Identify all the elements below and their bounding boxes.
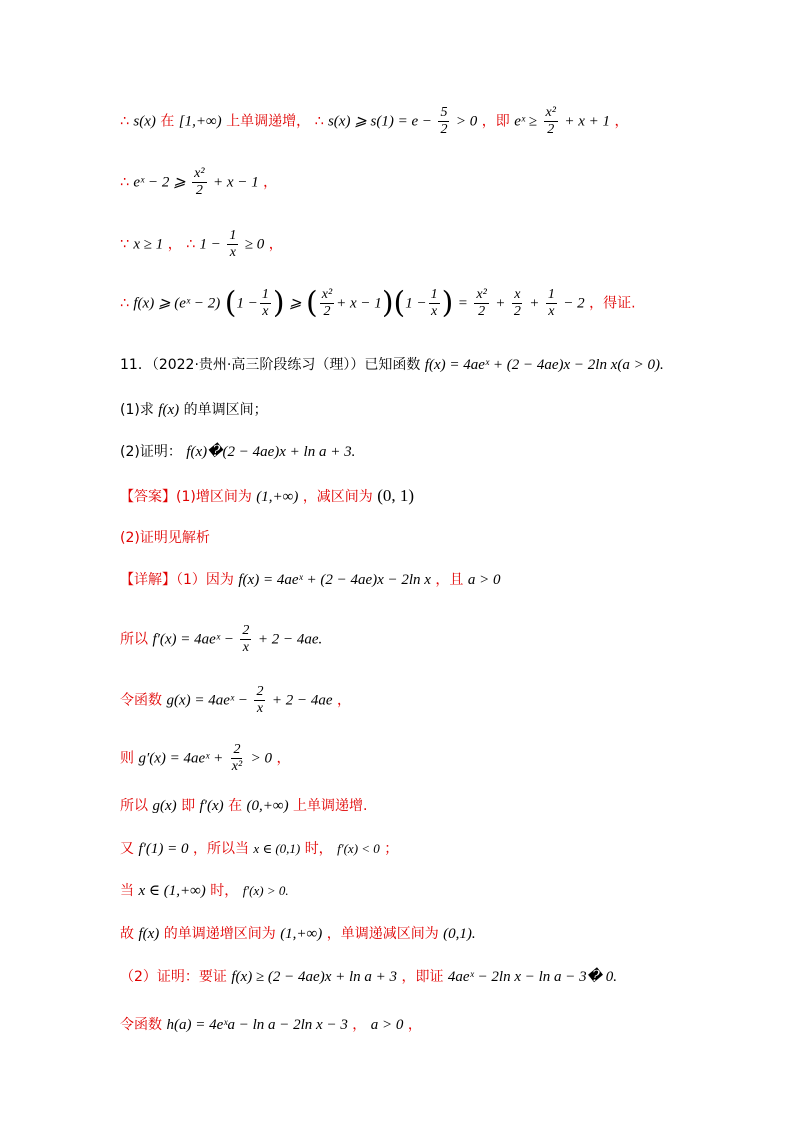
math: + x − 1 xyxy=(336,295,382,312)
math: f(x) = 4aeˣ + (2 − 4ae)x − 2ln x xyxy=(238,572,431,588)
solution-line xyxy=(120,684,351,717)
text: 即 xyxy=(181,798,196,814)
numerator: 5 xyxy=(440,105,448,120)
text: 时， xyxy=(210,883,239,899)
math: 1 − xyxy=(236,295,258,312)
denominator: x xyxy=(431,304,438,319)
text: ，即 xyxy=(481,113,510,130)
text: 所以 xyxy=(120,798,148,814)
text: ，所以当 xyxy=(192,841,249,857)
text: (2)证明见解析 xyxy=(120,530,210,546)
math: [1,+∞) xyxy=(178,113,222,130)
text: 在 xyxy=(228,798,243,814)
math: g′(x) = 4aeˣ + xyxy=(138,750,224,767)
math: (0,+∞) xyxy=(246,798,289,814)
numerator: x² xyxy=(194,166,205,181)
therefore-symbol: ∴ xyxy=(120,295,129,312)
math: f′(x) > 0. xyxy=(242,883,289,898)
text: （2）证明：要证 xyxy=(120,969,227,985)
answer-label: 【答案】(1)增区间为 xyxy=(120,489,252,505)
numerator: 1 xyxy=(547,287,555,302)
question-11 xyxy=(120,355,664,375)
fraction xyxy=(230,742,244,775)
math: f′(x) = 4aeˣ − xyxy=(152,631,234,648)
therefore-symbol: ∴ xyxy=(314,113,324,130)
math: x ∈ (1,+∞) xyxy=(138,883,206,899)
math: a > 0 xyxy=(370,1017,404,1033)
solution-start xyxy=(120,570,500,590)
solution-line xyxy=(120,881,289,901)
denominator: x xyxy=(548,304,555,319)
numerator: 1 xyxy=(229,228,237,243)
text: 的单调递增区间为 xyxy=(163,926,276,942)
denominator: x xyxy=(242,640,249,655)
math: f(x) ≥ (2 − 4ae)x + ln a + 3 xyxy=(231,969,398,985)
math: 1 − xyxy=(405,295,427,312)
numerator: 1 xyxy=(261,287,269,302)
math: > 0 xyxy=(250,750,272,767)
math: x ≥ 1 xyxy=(133,236,164,253)
solution-line xyxy=(120,796,368,816)
text: ，单调递减区间为 xyxy=(326,926,439,942)
math: + x − 1 xyxy=(213,174,259,191)
math: (0, 1) xyxy=(377,486,415,505)
question-part-1 xyxy=(120,400,268,420)
numerator: x² xyxy=(476,287,487,302)
question-part-2 xyxy=(120,442,355,462)
text: ， xyxy=(407,1017,422,1033)
math: f(x) ⩾ (eˣ − 2) xyxy=(133,295,221,312)
numerator: 2 xyxy=(256,684,264,699)
math: + xyxy=(529,295,540,312)
numerator: 1 xyxy=(430,287,438,302)
math: (1,+∞) xyxy=(280,926,323,942)
solution-label: 【详解】（1）因为 xyxy=(120,572,234,588)
solution-line xyxy=(120,623,322,656)
denominator: x xyxy=(256,701,264,716)
fraction xyxy=(438,105,449,138)
text: 令函数 xyxy=(120,1017,162,1033)
text: 上单调递增. xyxy=(293,798,368,814)
text: ， xyxy=(276,750,291,767)
math: eˣ ≥ xyxy=(514,113,538,130)
paren: ( xyxy=(393,285,406,321)
paren: ( xyxy=(224,285,237,321)
question-text: 11．（2022·贵州·高三阶段练习（理））已知函数 xyxy=(120,357,421,373)
text: ，得证. xyxy=(589,295,636,312)
denominator: 2 xyxy=(547,122,555,137)
math: = xyxy=(457,295,468,312)
numerator: 2 xyxy=(242,623,250,638)
denominator: x² xyxy=(231,759,243,774)
math: f(x) = 4aeˣ + (2 − 4ae)x − 2ln x(a > 0). xyxy=(424,357,664,373)
text: ，且 xyxy=(435,572,464,588)
math: f(x) xyxy=(158,402,180,418)
math: g(x) = 4aeˣ − xyxy=(166,692,248,709)
line-1 xyxy=(120,105,629,138)
math: ⩾ xyxy=(288,295,302,312)
solution-line xyxy=(120,839,398,859)
math: ≥ 0 xyxy=(244,236,265,253)
math: 4aeˣ − 2ln x − ln a − 3� 0. xyxy=(447,969,618,985)
math: + x + 1 xyxy=(564,113,611,130)
line-2 xyxy=(120,166,277,199)
math: s(x) ⩾ s(1) = e − xyxy=(327,113,433,130)
numerator: x xyxy=(514,287,521,302)
fraction xyxy=(429,287,440,320)
math: + 2 − 4ae xyxy=(271,692,333,709)
math: f′(1) = 0 xyxy=(138,841,189,857)
math: − 2 xyxy=(563,295,585,312)
paren: ) xyxy=(381,285,394,321)
text: ， xyxy=(268,236,283,253)
math: f′(x) xyxy=(199,798,224,814)
text: ， xyxy=(337,692,352,709)
text: ； xyxy=(384,841,399,857)
math: (0,1). xyxy=(443,926,476,942)
fraction xyxy=(320,287,334,320)
text: 令函数 xyxy=(120,692,162,709)
therefore-symbol: ∴ xyxy=(120,174,129,191)
math: f(x)�(2 − 4ae)x + ln a + 3. xyxy=(186,444,356,460)
paren: ) xyxy=(441,285,454,321)
math: a > 0 xyxy=(467,572,501,588)
paren: ) xyxy=(272,285,285,321)
text: 在 xyxy=(160,113,175,130)
text: 的单调区间； xyxy=(183,402,268,418)
denominator: 2 xyxy=(440,122,448,137)
line-3 xyxy=(120,228,283,261)
fraction xyxy=(474,287,488,320)
fraction xyxy=(544,105,558,138)
denominator: 2 xyxy=(478,304,486,319)
math: g(x) xyxy=(152,798,177,814)
fraction xyxy=(260,287,271,320)
text: 故 xyxy=(120,926,134,942)
math: > 0 xyxy=(455,113,478,130)
text: ， xyxy=(614,113,629,130)
text: ， xyxy=(167,236,182,253)
text: ，减区间为 xyxy=(302,489,373,505)
fraction xyxy=(192,166,206,199)
text: 所以 xyxy=(120,631,148,648)
proof-part-2 xyxy=(120,967,617,987)
math: f′(x) < 0 xyxy=(337,841,380,856)
answer-part-2 xyxy=(120,528,210,548)
text: 时， xyxy=(304,841,333,857)
solution-line xyxy=(120,924,476,944)
text: 则 xyxy=(120,750,134,767)
denominator: x xyxy=(262,304,269,319)
fraction xyxy=(240,623,251,656)
math: (1,+∞) xyxy=(256,489,299,505)
text: 上单调递增， xyxy=(226,113,311,130)
fraction xyxy=(227,228,238,261)
math: s(x) xyxy=(133,113,156,130)
math: 1 − xyxy=(199,236,221,253)
numerator: 2 xyxy=(233,742,241,757)
math: eˣ − 2 ⩾ xyxy=(133,174,186,191)
solution-line xyxy=(120,1015,422,1035)
math: + xyxy=(495,295,506,312)
denominator: 2 xyxy=(323,304,331,319)
therefore-symbol: ∴ xyxy=(186,236,196,253)
fraction xyxy=(512,287,523,320)
solution-line xyxy=(120,742,290,775)
math: x ∈ (0,1) xyxy=(253,841,301,856)
numerator: x² xyxy=(321,287,333,302)
text: ， xyxy=(352,1017,367,1033)
text: 当 xyxy=(120,883,134,899)
denominator: x xyxy=(229,245,236,260)
math: + 2 − 4ae. xyxy=(257,631,323,648)
text: ， xyxy=(263,174,278,191)
text: ，即证 xyxy=(401,969,444,985)
answer-line xyxy=(120,486,414,507)
numerator: x² xyxy=(545,105,556,120)
denominator: 2 xyxy=(195,183,203,198)
denominator: 2 xyxy=(513,304,521,319)
fraction xyxy=(546,287,557,320)
math: h(a) = 4eˣa − ln a − 2ln x − 3 xyxy=(166,1017,348,1033)
paren: ( xyxy=(306,285,318,321)
text: 又 xyxy=(120,841,134,857)
text: (2)证明： xyxy=(120,444,182,460)
line-4 xyxy=(120,287,636,320)
because-symbol: ∵ xyxy=(120,236,129,253)
therefore-symbol: ∴ xyxy=(120,113,129,130)
text: (1)求 xyxy=(120,402,154,418)
math: f(x) xyxy=(138,926,160,942)
fraction xyxy=(254,684,265,717)
